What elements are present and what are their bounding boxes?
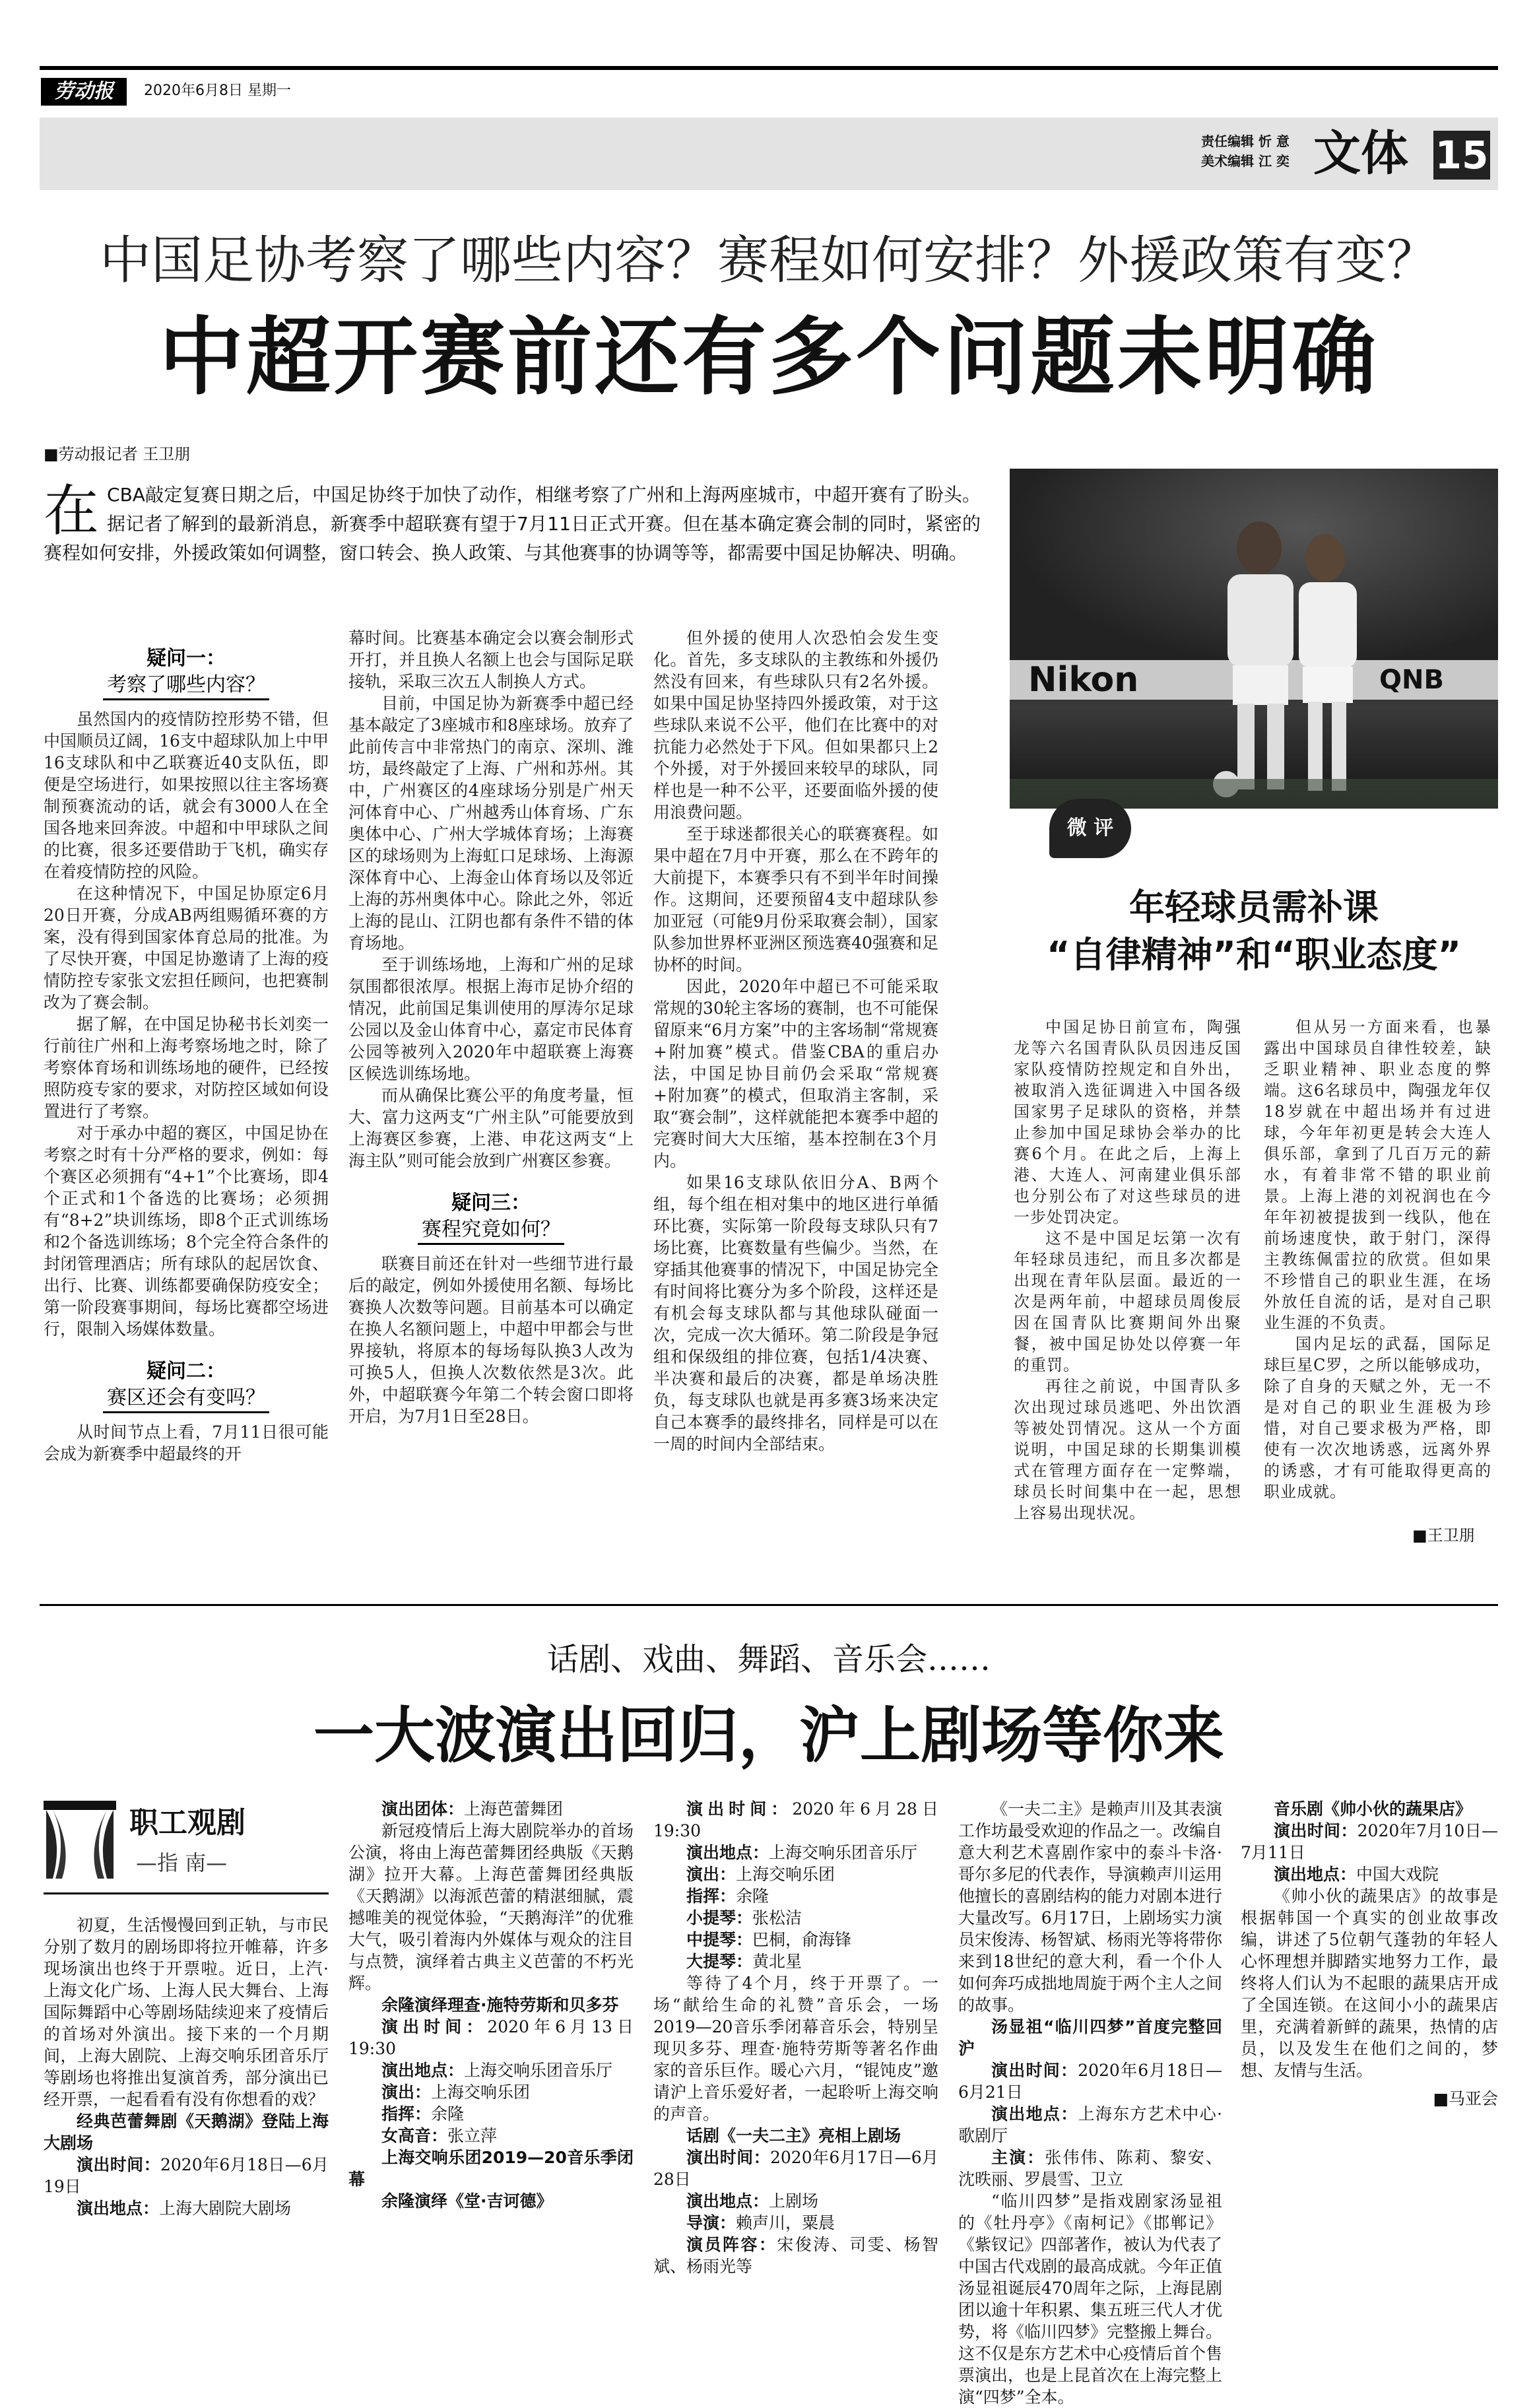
article2-column-1 — [44, 1914, 329, 2219]
comment-column-right — [1264, 1017, 1491, 1502]
paragraph: 初夏，生活慢慢回到正轨，与市民分别了数月的剧场即将拉开帷幕，许多现场演出也终于开票啦。近日，上汽·上海文化广场、上海人民大舞台、上海国际舞蹈中心等剧场陆续迎来了疫情后的首场对外演出。接下来的一个月期间，上海大剧院、上海交响乐团音乐厅等剧场也将推出复演首秀，部分演出已经开票，一起看看有没有你想看的戏？ — [44, 1916, 329, 2109]
players-silhouette — [1010, 469, 1498, 809]
paragraph: 因此，2020年中超已不可能采取常规的30轮主客场的赛制，也不可能保留原来“6月方案”中的主客场制“常规赛+附加赛”模式。借鉴CBA的重启办法，中国足协目前仍会采取“常规赛+附加赛”的模式，但取消主客制，采取“赛会制”，这样就能把本赛季中超的完赛时间大大压缩，基本控制在3个月内。 — [653, 977, 938, 1170]
football-photo — [1010, 469, 1498, 809]
paragraph: 如果16支球队依旧分A、B两个组，每个组在相对集中的地区进行单循环比赛，实际第一阶段每支球队只有7场比赛，比赛数量有些偏少。当然，在穿插其他赛事的情况下，中国足协完全有时间将比赛分为多个阶段，这样还是有机会每支球队都与其他球队碰面一次，完成一次大循环。第二阶段是争冠组和保级组的排位赛，包括1/4决赛、半决赛和最后的决赛，都是单场决胜负，每支球队也就是再多赛3场来决定自己本赛季的最终排名，同样是可以在一周的时间内全部结束。 — [653, 1173, 938, 1454]
event-title: 余隆演绎理查·施特劳斯和贝多芬 — [381, 1995, 619, 2015]
paragraph: “临川四梦”是指戏剧家汤显祖的《牡丹亭》《南柯记》《邯郸记》《紫钗记》四部著作，被认为代表了中国古代戏剧的最高成就。今年正值汤显祖诞辰470周年之际，上海昆剧团以逾十年积累、集五班三代人才优势，将《临川四梦》完整搬上舞台。这不仅是东方艺术中心疫情后首个售票演出，也是上昆首次在上海完整上演“四梦”全本。 — [958, 2191, 1223, 2407]
ad-board-text: Nikon — [1028, 660, 1139, 700]
article1-column-1 — [44, 627, 329, 1465]
paragraph: 中国足协日前宣布，陶强龙等六名国青队队员因违反国家队疫情防控规定和自外出，被取消入选征调进入中国各级国家男子足球队的资格，并禁止参加中国足球协会举办的比赛6个月。在此之后，上海上港、大连人、河南建业俱乐部也分别公布了对这些球员的进一步处罚决定。 — [1014, 1018, 1241, 1226]
event-title: 经典芭蕾舞剧《天鹅湖》登陆上海大剧场 — [44, 2112, 329, 2153]
event-soprano: 女高音：张立萍 — [381, 2126, 498, 2145]
subhead-q3: 疑问三： 赛程究竟如何？ — [348, 1190, 634, 1245]
event-location: 演出地点：上剧场 — [686, 2191, 819, 2211]
paragraph: 《一夫二主》是赖声川及其表演工作坊最受欢迎的作品之一。改编自意大利艺术喜剧作家中的泰斗卡洛·哥尔多尼的代表作，导演赖声川运用他擅长的喜剧结构的能力对剧本进行大量改写。6月17日，上剧场实力演员宋俊涛、杨智斌、杨雨光等将带你来到18世纪的意大利，看一个仆人如何奔巧成拙地周旋于两个主人之间的故事。 — [958, 1799, 1223, 2015]
paragraph: 从时间节点上看，7月11日很可能会成为新赛季中超最终的开 — [44, 1422, 329, 1463]
article2-column-4 — [958, 1798, 1222, 2408]
event-title: 音乐剧《帅小伙的蔬果店》 — [1274, 1799, 1472, 1819]
paragraph: 目前，中国足协为新赛季中超已经基本敲定了3座城市和8座球场。放弃了此前传言中非常热门的南京、深圳、潍坊，最终敲定了上海、广州和苏州。其中，广州赛区的4座球场分别是广州天河体育中心、广州越秀山体育场、广东奥体中心、广州大学城体育场；上海赛区的球场则为上海虹口足球场、上海源深体育中心、上海金山体育场以及邻近上海的苏州奥体中心。除此之外，邻近上海的昆山、江阴也都有条件不错的体育场地。 — [348, 694, 634, 953]
event-time: 演出时间：2020年6月28日19:30 — [653, 1799, 938, 1840]
event-violin: 小提琴：张松洁 — [686, 1908, 802, 1927]
event-title: 话剧《一夫二主》亮相上剧场 — [686, 2126, 901, 2145]
article1-headline: 中超开赛前还有多个问题未明确 — [158, 308, 1379, 407]
paragraph: 至于球迷都很关心的联赛赛程。如果中超在7月中开赛，那么在不跨年的大前提下，本赛季只有不到半年时间操作。这期间，还要预留4支中超球队参加亚冠（可能9月份采取赛会制），国家队参加世界杯亚洲区预选赛40强赛和足协杯的时间。 — [653, 824, 938, 974]
section-divider — [40, 1604, 1498, 1606]
event-location: 演出地点：中国大戏院 — [1274, 1865, 1439, 1884]
paragraph: 但从另一方面来看，也暴露出中国球员自律性较差，缺乏职业精神、职业态度的弊端。这6名球员中，陶强龙年仅18岁就在中超出场并有过进球，今年年初更是转会大连人俱乐部，拿到了几百万元的薪水，有着非常不错的职业前景。上海上港的刘祝润也在今年年初被提拔到一线队，他在前场速度快，敢于射门，深得主教练佩雷拉的欣赏。但如果不珍惜自己的职业生涯，在场外放任自流的话，是对自己职业生涯的不负责。 — [1264, 1018, 1491, 1332]
paragraph: 等待了4个月，终于开票了。一场“献给生命的礼赞”音乐会，一场2019—20音乐季闭幕音乐会，特别呈现贝多芬、理查·施特劳斯等著名作曲家的音乐巨作。暖心六月，“锟饨皮”邀请沪上音乐爱好者，一起聆听上海交响的声音。 — [653, 1974, 938, 2124]
event-location: 演出地点：上海交响乐团音乐厅 — [686, 1843, 918, 1862]
article2-column-2 — [348, 1798, 634, 2212]
article1-column-2 — [348, 627, 634, 1427]
event-conductor: 指挥：余隆 — [686, 1887, 769, 1906]
section-name: 文体 — [1313, 125, 1409, 181]
event-cello: 大提琴：黄北星 — [686, 1952, 802, 1971]
article2-column-3 — [653, 1798, 938, 2277]
event-title: 汤显祖“临川四梦”首度完整回沪 — [958, 2017, 1222, 2058]
paragraph: 新冠疫情后上海大剧院举办的首场公演，将由上海芭蕾舞团经典版《天鹅湖》拉开大幕。上海芭蕾舞团经典版《天鹅湖》以海派芭蕾的精湛细腻，震撼唯美的视觉体验，“天鹅海洋”的优雅大气，吸引着海内外媒体与观众的注目与点赞，演绎着古典主义芭蕾的不朽光辉。 — [348, 1821, 634, 1993]
event-time: 演出时间：2020年6月17日—6月28日 — [653, 2148, 938, 2189]
guide-title: 职工观剧 — [129, 1806, 245, 1840]
paragraph: 在这种情况下，中国足协原定6月20日开赛，分成AB两组赐循环赛的方案，没有得到国家体育总局的批准。为了尽快开赛，中国足协邀请了上海的疫情防控专家张文宏担任顾问，也把赛制改为了赛会制。 — [44, 884, 329, 1012]
editor-credit: 责任编辑 忻 意 — [1201, 133, 1290, 149]
paragraph: 但外援的使用人次恐怕会发生变化。首先，多支球队的主教练和外援仍然没有回来，有些球队只有2名外援。如果中国足协坚持四外援政策，对于这些球队来说不公平，他们在比赛中的对抗能力必然处于下风。但如果都只上2个外援，对于外援回来较早的球队，同样也是一种不公平，还要面临外援的使用浪费问题。 — [653, 628, 938, 822]
event-title: 上海交响乐团2019—20音乐季闭幕 — [348, 2148, 634, 2189]
event-group: 演出团体：上海芭蕾舞团 — [381, 1799, 564, 1819]
comment-badge: 微 评 — [1049, 799, 1131, 858]
event-location: 演出地点：上海大剧院大剧场 — [77, 2199, 292, 2218]
comment-signature: ■王卫朋 — [1412, 1526, 1475, 1545]
event-location: 演出地点：上海交响乐团音乐厅 — [381, 2061, 613, 2080]
paragraph: 幕时间。比赛基本确定会以赛会制形式开打，并且换人名额上也会与国际足联接轨，采取三次五人制换人方式。 — [348, 628, 634, 691]
event-time: 演出时间：2020年6月18日—6月21日 — [958, 2061, 1222, 2102]
event-director: 导演：赖声川，粟晨 — [686, 2213, 835, 2232]
paragraph: 《帅小伙的蔬果店》的故事是根据韩国一个真实的创业故事改编，讲述了5位朝气蓬勃的年轻人心怀理想并脚踏实地努力工作，最终将人们认为不起眼的蔬果店开成了全国连锁。在这间小小的蔬果店里，充满着新鲜的蔬果，热情的店员，以及发生在他们之间的，梦想、友情与生活。 — [1241, 1887, 1498, 2080]
paragraph: 对于承办中超的赛区，中国足协在考察之时有十分严格的要求，例如：每个赛区必须拥有“4+1”个比赛场，即4个正式和1个备选的比赛场；必须拥有“8+2”块训练场，即8个正式训练场和2个备选训练场；8个完全符合条件的封闭管理酒店；所有球队的起居饮食、出行、比赛、训练都要确保防疫安全；第一阶段赛事期间，每场比赛都空场进行，限制入场媒体数量。 — [44, 1123, 329, 1339]
paragraph: 这不是中国足坛第一次有年轻球员违纪，而且多次都是出现在青年队层面。最近的一次是两年前，中超球员周俊辰因在国青队比赛期间外出聚餐，被中国足协处以停赛一年的重罚。 — [1014, 1229, 1241, 1374]
top-rule — [40, 66, 1498, 70]
lead-text: CBA敲定复赛日期之后，中国足协终于加快了动作，相继考察了广州和上海两座城市，中超开赛有了盼头。据记者了解到的最新消息，新赛季中超联赛有望于7月11日正式开赛。但在基本确定赛会制的同时，紧密的赛程如何安排，外援政策如何调整，窗口转会、换人政策、与其他赛事的协调等等，都需要中国足协解决、明确。 — [44, 484, 981, 564]
guide-box — [44, 1795, 329, 1894]
subhead-q2: 疑问二： 赛区还会有变吗？ — [44, 1358, 329, 1413]
event-time: 演出时间：2020年6月18日—6月19日 — [44, 2155, 329, 2196]
paragraph: 再往之前说，中国青队多次出现过球员逃吧、外出饮酒等被处罚情况。这从一个方面说明，中国足球的长期集训模式在管理方面存在一定弊端，球员长时间集中在一起，思想上容易出现状况。 — [1014, 1377, 1241, 1522]
curtain-icon — [44, 1801, 116, 1880]
ad-board-text: QNB — [1379, 665, 1444, 695]
signature: ■马亚会 — [1433, 2089, 1498, 2108]
event-time: 演出时间：2020年6月13日19:30 — [348, 2017, 634, 2058]
event-cast: 演员阵容：宋俊涛、司雯、杨智斌、杨雨光等 — [653, 2235, 938, 2276]
lead-paragraph — [44, 481, 981, 568]
event-performer: 演出：上海交响乐团 — [686, 1865, 835, 1884]
article2-kicker: 话剧、戏曲、舞蹈、音乐会…… — [546, 1641, 991, 1678]
comment-column-left — [1014, 1017, 1241, 1523]
guide-subtitle: —指 南— — [136, 1850, 228, 1875]
article1-kicker: 中国足协考察了哪些内容？赛程如何安排？外援政策有变？ — [99, 231, 1438, 290]
masthead-logo: 劳动报 — [41, 78, 127, 106]
event-performer: 演出：上海交响乐团 — [381, 2083, 531, 2102]
paragraph: 至于训练场地，上海和广州的足球氛围都很浓厚。根据上海市足协介绍的情况，此前国足集训使用的厚涛尔足球公园以及金山体育中心，嘉定市民体育公园等被列入2020年中超联赛上海赛区候选训练场地。 — [348, 955, 634, 1083]
subhead-q1: 疑问一： 考察了哪些内容？ — [44, 646, 329, 700]
page-number: 15 — [1433, 131, 1490, 180]
article2-column-5 — [1241, 1798, 1498, 2110]
paragraph: 据了解，在中国足协秘书长刘奕一行前往广州和上海考察场地之时，除了考察体育场和训练场地的硬件，已经按照防疫专家的要求，对防控区域如何设置进行了考察。 — [44, 1015, 329, 1121]
event-conductor: 指挥：余隆 — [381, 2104, 465, 2124]
comment-title-2: “自律精神”和“职业态度” — [1047, 934, 1461, 976]
comment-title-1: 年轻球员需补课 — [1129, 886, 1379, 928]
event-lead: 主演：张伟伟、陈莉、黎安、沈昳丽、罗晨雪、卫立 — [958, 2148, 1222, 2189]
byline: ■劳动报记者 王卫朋 — [44, 445, 191, 463]
paragraph: 虽然国内的疫情防控形势不错，但中国顺员辽阔，16支中超球队加上中甲16支球队和中乙联赛近40支队伍，即便是空场进行，如果按照以往主客场赛制预赛流动的话，就会有3000人在全国各地来回奔波。中超和中甲球队之间的比赛，很多还要借助于飞机，确实存在着疫情防控的风险。 — [44, 710, 329, 881]
event-time: 演出时间：2020年7月10日—7月11日 — [1241, 1821, 1498, 1862]
article2-headline: 一大波演出回归，沪上剧场等你来 — [313, 1700, 1224, 1771]
paragraph: 国内足坛的武磊，国际足球巨星C罗，之所以能够成功，除了自身的天赋之外，无一不是对自己的职业生涯极为珍惜，对自己要求极为严格，即使有一次次地诱惑，远离外界的诱惑，才有可能取得更高的职业成就。 — [1264, 1335, 1491, 1501]
paragraph: 而从确保比赛公平的角度考量，恒大、富力这两支“广州主队”可能要放到上海赛区参赛，上港、申花这两支“上海主队”则可能会放到广州赛区参赛。 — [348, 1086, 634, 1170]
masthead-date: 2020年6月8日 星期一 — [144, 83, 291, 99]
article1-column-3 — [653, 627, 938, 1455]
event-subtitle: 余隆演绎《堂·吉诃德》 — [381, 2191, 553, 2211]
event-viola: 中提琴：巴桐，俞海锋 — [686, 1930, 852, 1949]
event-location: 演出地点：上海东方艺术中心·歌剧厅 — [958, 2104, 1222, 2145]
designer-credit: 美术编辑 江 奕 — [1201, 153, 1290, 169]
drop-cap: 在 — [44, 479, 100, 543]
paragraph: 联赛目前还在针对一些细节进行最后的敲定，例如外援使用名额、每场比赛换人次数等问题。目前基本可以确定在换人名额问题上，中超中甲都会与世界接轨，将原本的每场每队换3人改为可换5人，但换人次数依然是3次。此外，中超联赛今年第二个转会窗口即将开启，为7月1日至28日。 — [348, 1254, 634, 1426]
